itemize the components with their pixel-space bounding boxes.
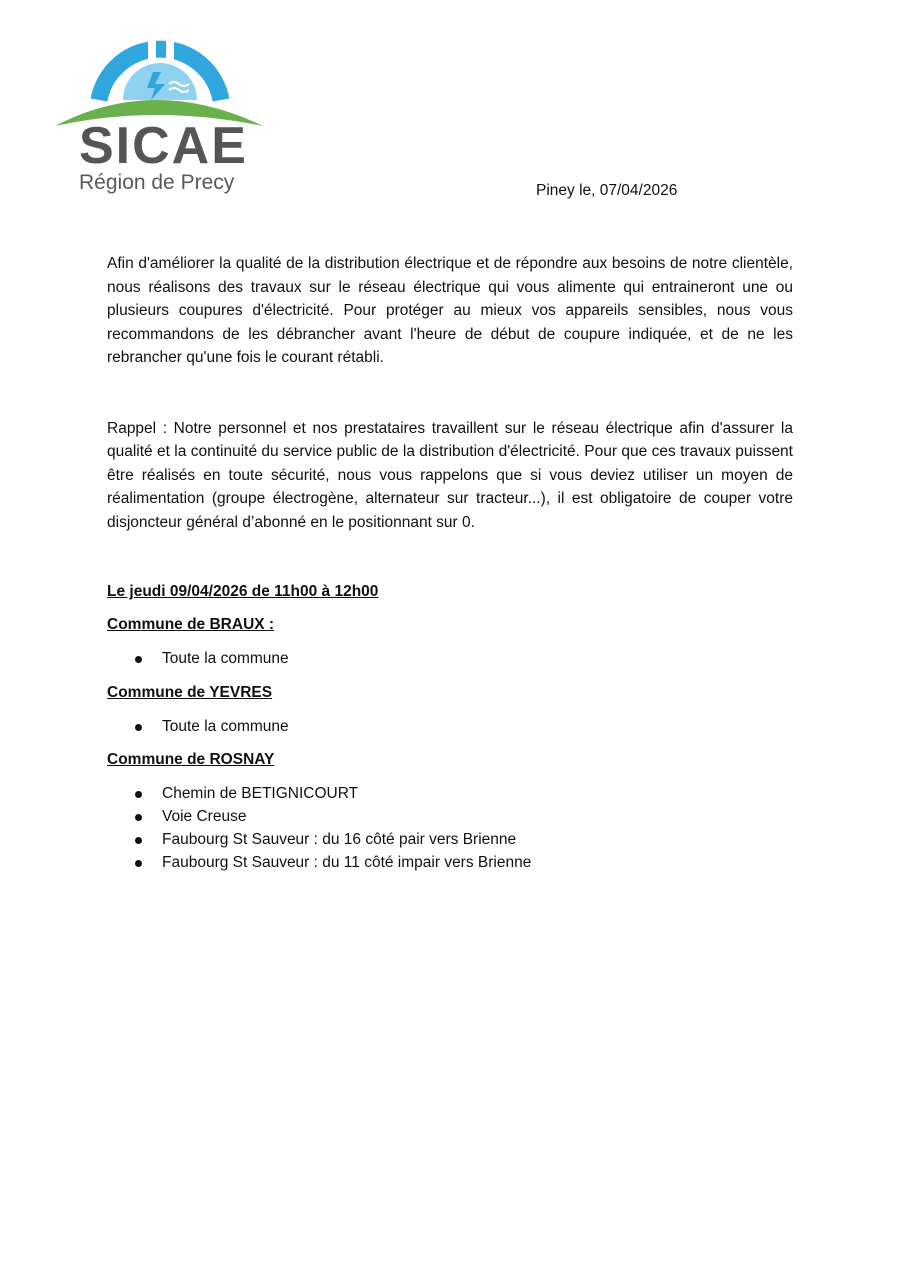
- logo-subtitle: Région de Precy: [79, 171, 235, 194]
- bullet-icon: [135, 814, 142, 821]
- bullet-icon: [135, 860, 142, 867]
- commune-title: Commune de BRAUX :: [107, 616, 275, 633]
- list-item: [107, 829, 793, 852]
- street-list: [107, 648, 793, 671]
- street-label: Faubourg St Sauveur : du 16 côté pair vers Brienne: [162, 830, 517, 848]
- street-list: [107, 716, 793, 739]
- street-list: [107, 783, 793, 874]
- commune-title: Commune de YEVRES: [107, 683, 273, 701]
- commune-section: [107, 682, 793, 739]
- list-item: [107, 648, 793, 671]
- list-item: [107, 716, 793, 739]
- street-label: Voie Creuse: [162, 808, 247, 826]
- bullet-icon: [135, 724, 142, 731]
- street-label: Faubourg St Sauveur : du 11 côté impair vers Brienne: [162, 853, 532, 871]
- intro-paragraph: Afin d'améliorer la qualité de la distribution électrique et de répondre aux besoins de notre clientèle, nous réalisons des travaux sur le réseau électrique qui vous alimente qui entraineront une ou plusieurs coupures d'électricité. Pour protéger au mieux vos appareils sensibles, nous vous recommandons de les débrancher avant l'heure de début de coupure indiquée, et de ne les rebrancher qu'une fois le courant rétabli.: [107, 255, 793, 366]
- commune-section: [107, 749, 793, 874]
- bullet-icon: [135, 791, 142, 798]
- rappel-paragraph: Rappel : Notre personnel et nos prestataires travaillent sur le réseau électrique afin d'assurer la qualité et la continuité du service public de la distribution d'électricité. Pour que ces travaux puissent être réalisés en toute sécurité, nous vous rappelons que si vous deviez utiliser un moyen de réalimentation (groupe électrogène, alternateur sur tracteur...), il est obligatoire de couper votre disjoncteur général d’abonné en le positionnant sur 0.: [107, 419, 793, 531]
- bullet-icon: [135, 656, 142, 663]
- logo-name: SICAE: [79, 117, 248, 175]
- list-item: [107, 852, 793, 875]
- commune-title: Commune de ROSNAY: [107, 751, 275, 769]
- letter-body: [107, 252, 793, 874]
- sicae-logo: [55, 38, 265, 198]
- street-label: Toute la commune: [162, 650, 289, 667]
- bullet-icon: [135, 837, 142, 844]
- date-line: Piney le, 07/04/2026: [536, 182, 678, 199]
- street-label: Chemin de BETIGNICOURT: [162, 785, 359, 803]
- commune-section: [107, 614, 793, 671]
- list-item: [107, 806, 793, 829]
- street-label: Toute la commune: [162, 717, 289, 735]
- outage-schedule: Le jeudi 09/04/2026 de 11h00 à 12h00: [107, 583, 379, 600]
- list-item: [107, 783, 793, 806]
